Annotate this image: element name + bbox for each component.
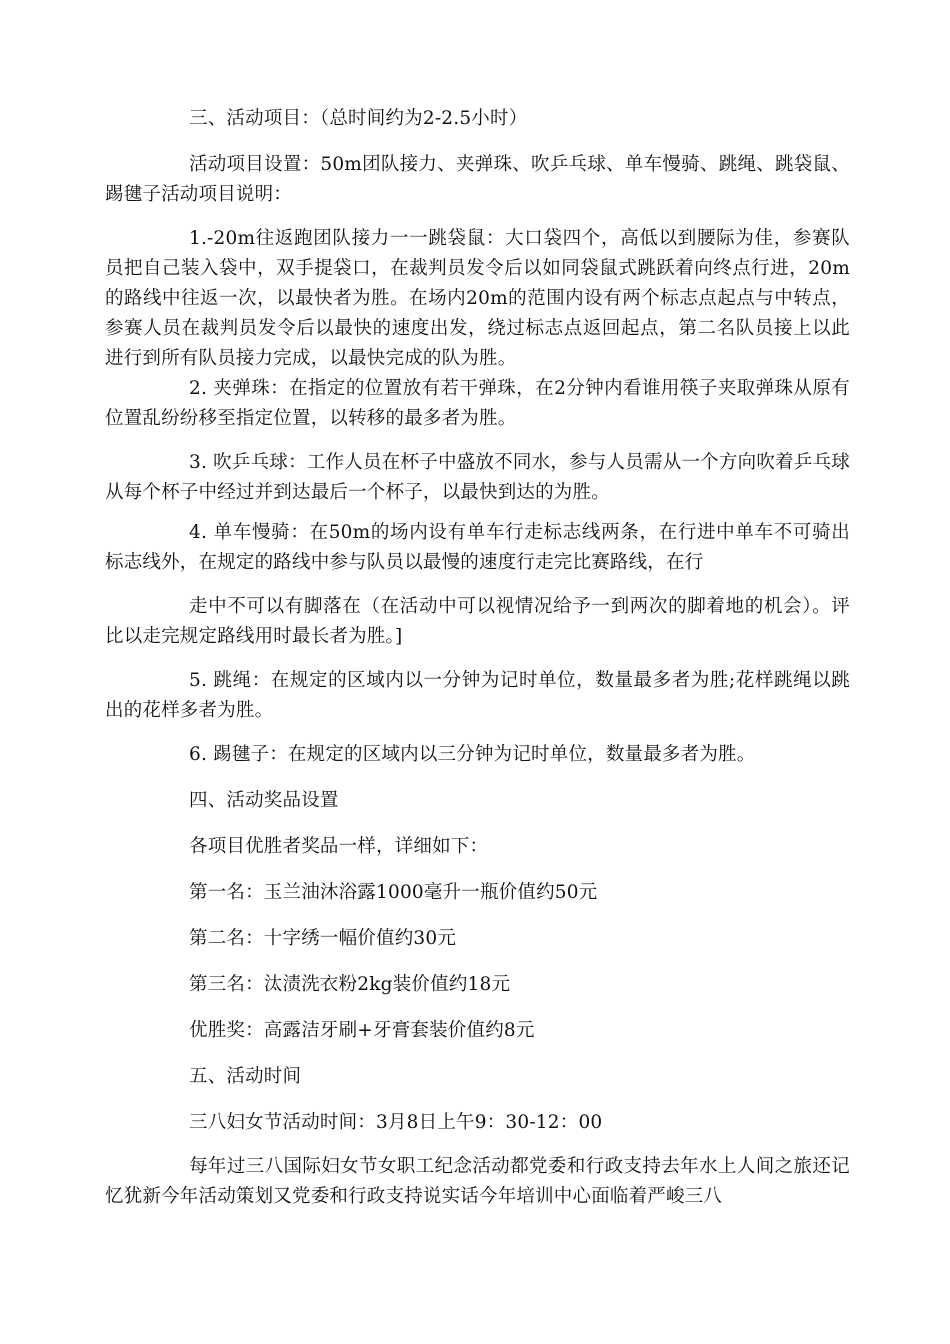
paragraph-item-3-ping-pong: 3. 吹乒乓球：工作人员在杯子中盛放不同水，参与人员需从一个方向吹着乒乓球从每个杯子中经过并到达最后一个杯子，以最快到达的为胜。 (105, 452, 850, 503)
prize-third-place: 第三名：汰渍洗衣粉2kg装价值约18元 (189, 974, 511, 995)
paragraph-item-4-slow-bike: 4. 单车慢骑：在50m的场内设有单车行走标志线两条，在行进中单车不可骑出标志线外，在规定的路线中参与队员以最慢的速度行走完比赛路线，在行 (105, 522, 850, 573)
prize-second-place: 第二名：十字绣一幅价值约30元 (189, 928, 457, 949)
paragraph-item-2-marbles: 2. 夹弹珠：在指定的位置放有若干弹珠，在2分钟内看谁用筷子夹取弹珠从原有位置乱纷纷移至指定位置，以转移的最多者为胜。 (105, 378, 850, 429)
section-heading-time: 五、活动时间 (189, 1066, 302, 1087)
section-heading-activities: 三、活动项目：（总时间约为2-2.5小时） (189, 108, 528, 129)
paragraph-closing: 每年过三八国际妇女节女职工纪念活动都党委和行政支持去年水上人间之旅还记忆犹新今年活动策划又党委和行政支持说实话今年培训中心面临着严峻三八 (105, 1156, 850, 1207)
prize-first-place: 第一名：玉兰油沐浴露1000毫升一瓶价值约50元 (189, 882, 598, 903)
prize-excellence-award: 优胜奖：高露洁牙刷+牙膏套装价值约8元 (189, 1020, 535, 1041)
paragraph-item-5-jump-rope: 5. 跳绳：在规定的区域内以一分钟为记时单位，数量最多者为胜;花样跳绳以跳出的花样多者为胜。 (105, 670, 850, 721)
paragraph-item-6-shuttlecock: 6. 踢毽子：在规定的区域内以三分钟为记时单位，数量最多者为胜。 (189, 744, 756, 765)
paragraph-item-4-continued: 走中不可以有脚落在（在活动中可以视情况给予一到两次的脚着地的机会）。评比以走完规定路线用时最长者为胜。] (105, 596, 850, 647)
section-heading-prizes: 四、活动奖品设置 (189, 790, 339, 811)
paragraph-activity-settings: 活动项目设置：50m团队接力、夹弹珠、吹乒乓球、单车慢骑、跳绳、跳袋鼠、踢毽子活动项目说明： (105, 154, 850, 205)
paragraph-activity-time: 三八妇女节活动时间：3月8日上午9：30-12：00 (189, 1112, 603, 1133)
paragraph-item-1-kangaroo-relay: 1.-20m往返跑团队接力一一跳袋鼠：大口袋四个，高低以到腰际为佳，参赛队员把自己装入袋中，双手提袋口，在裁判员发令后以如同袋鼠式跳跃着向终点行进，20m的路线中往返一次，以最快者为胜。在场内20m的范围内设有两个标志点起点与中转点，参赛人员在裁判员发令后以最快的速度出发，绕过标志点返回起点，第二名队员接上以此进行到所有队员接力完成，以最快完成的队为胜。 (105, 228, 850, 369)
paragraph-prizes-intro: 各项目优胜者奖品一样，详细如下： (189, 836, 489, 857)
